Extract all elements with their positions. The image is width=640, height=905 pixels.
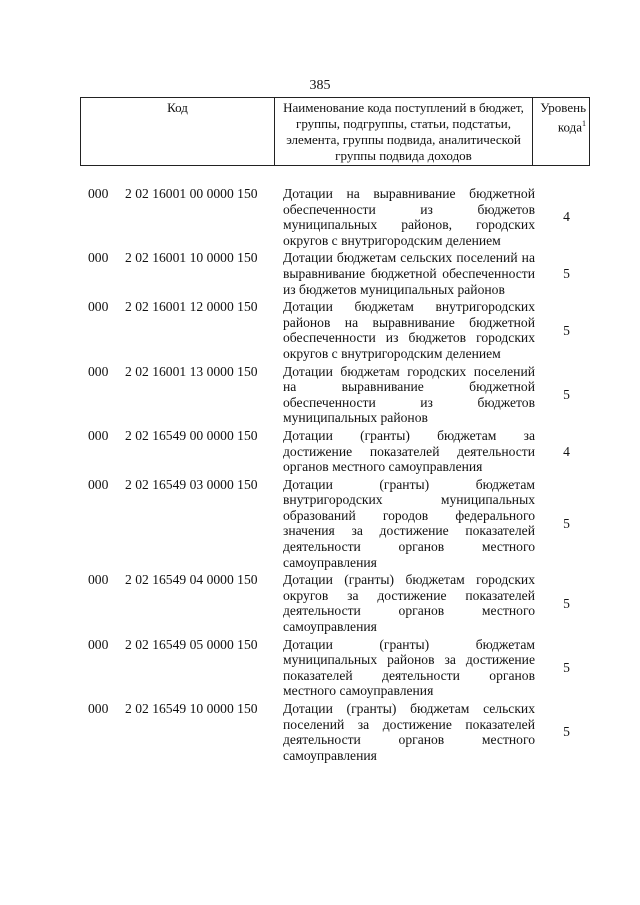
income-name: Дотации (гранты) бюджетам сельских поселений за достижение показателей деятельности органов местного самоуправления xyxy=(283,701,535,763)
income-code: 2 02 16001 13 0000 150 xyxy=(125,363,258,379)
table-row xyxy=(88,364,588,426)
table-row xyxy=(88,701,588,763)
admin-code: 000 xyxy=(88,476,109,492)
admin-code: 000 xyxy=(88,299,109,315)
table-header xyxy=(80,97,590,166)
table-body xyxy=(88,186,588,765)
admin-code: 000 xyxy=(88,572,109,588)
code-level: 5 xyxy=(563,386,570,402)
admin-code: 000 xyxy=(88,250,109,266)
table-row xyxy=(88,572,588,634)
income-name: Дотации (гранты) бюджетам за достижение показателей деятельности органов местного самоуправления xyxy=(283,427,535,475)
income-name: Дотации (гранты) бюджетам внутригородских муниципальных образований городов федерального значения за достижение показателей деятельности органов местного самоуправления xyxy=(283,476,535,570)
income-name: Дотации (гранты) бюджетам городских округов за достижение показателей деятельности органов местного самоуправления xyxy=(283,572,535,635)
code-level: 4 xyxy=(563,209,570,225)
code-level: 5 xyxy=(563,724,570,740)
admin-code: 000 xyxy=(88,636,109,652)
code-level: 5 xyxy=(563,265,570,281)
header-level xyxy=(533,98,590,166)
income-code: 2 02 16549 03 0000 150 xyxy=(125,476,258,492)
admin-code: 000 xyxy=(88,427,109,443)
code-level: 4 xyxy=(563,443,570,459)
income-code: 2 02 16001 10 0000 150 xyxy=(125,250,258,266)
income-name: Дотации бюджетам сельских поселений на выравнивание бюджетной обеспеченности из бюджетов муниципальных районов xyxy=(283,250,535,297)
table-row xyxy=(88,250,588,297)
income-code: 2 02 16001 12 0000 150 xyxy=(125,299,258,315)
income-code: 2 02 16549 05 0000 150 xyxy=(125,636,258,652)
code-level: 5 xyxy=(563,322,570,338)
income-code: 2 02 16549 00 0000 150 xyxy=(125,427,258,443)
income-code: 2 02 16001 00 0000 150 xyxy=(125,186,258,201)
table-row xyxy=(88,477,588,571)
income-code: 2 02 16549 10 0000 150 xyxy=(125,701,258,716)
admin-code: 000 xyxy=(88,186,109,201)
income-name: Дотации бюджетам внутригородских районов на выравнивание бюджетной обеспеченности из бюджетов городских округов с внутригородским делением xyxy=(283,299,535,361)
header-level-label: Уровень кода xyxy=(540,100,586,135)
table-row xyxy=(88,428,588,475)
admin-code: 000 xyxy=(88,363,109,379)
footnote-marker: 1 xyxy=(582,119,586,128)
income-name: Дотации на выравнивание бюджетной обеспеченности из бюджетов муниципальных районов, городских округов с внутригородским делением xyxy=(283,186,535,248)
page-number: 385 xyxy=(309,78,331,93)
code-level: 5 xyxy=(563,660,570,676)
income-name: Дотации (гранты) бюджетам муниципальных районов за достижение показателей деятельности органов местного самоуправления xyxy=(283,636,535,699)
header-name: Наименование кода поступлений в бюджет, группы, подгруппы, статьи, подстатьи, элемента, группы подвида, аналитической группы подвида доходов xyxy=(275,98,533,166)
admin-code: 000 xyxy=(88,701,109,716)
table-row xyxy=(88,186,588,248)
income-name: Дотации бюджетам городских поселений на выравнивание бюджетной обеспеченности из бюджетов муниципальных районов xyxy=(283,363,535,426)
table-row xyxy=(88,299,588,361)
income-code: 2 02 16549 04 0000 150 xyxy=(125,572,258,588)
table-row xyxy=(88,637,588,699)
code-level: 5 xyxy=(563,595,570,611)
code-level: 5 xyxy=(563,515,570,531)
header-code: Код xyxy=(81,98,275,166)
